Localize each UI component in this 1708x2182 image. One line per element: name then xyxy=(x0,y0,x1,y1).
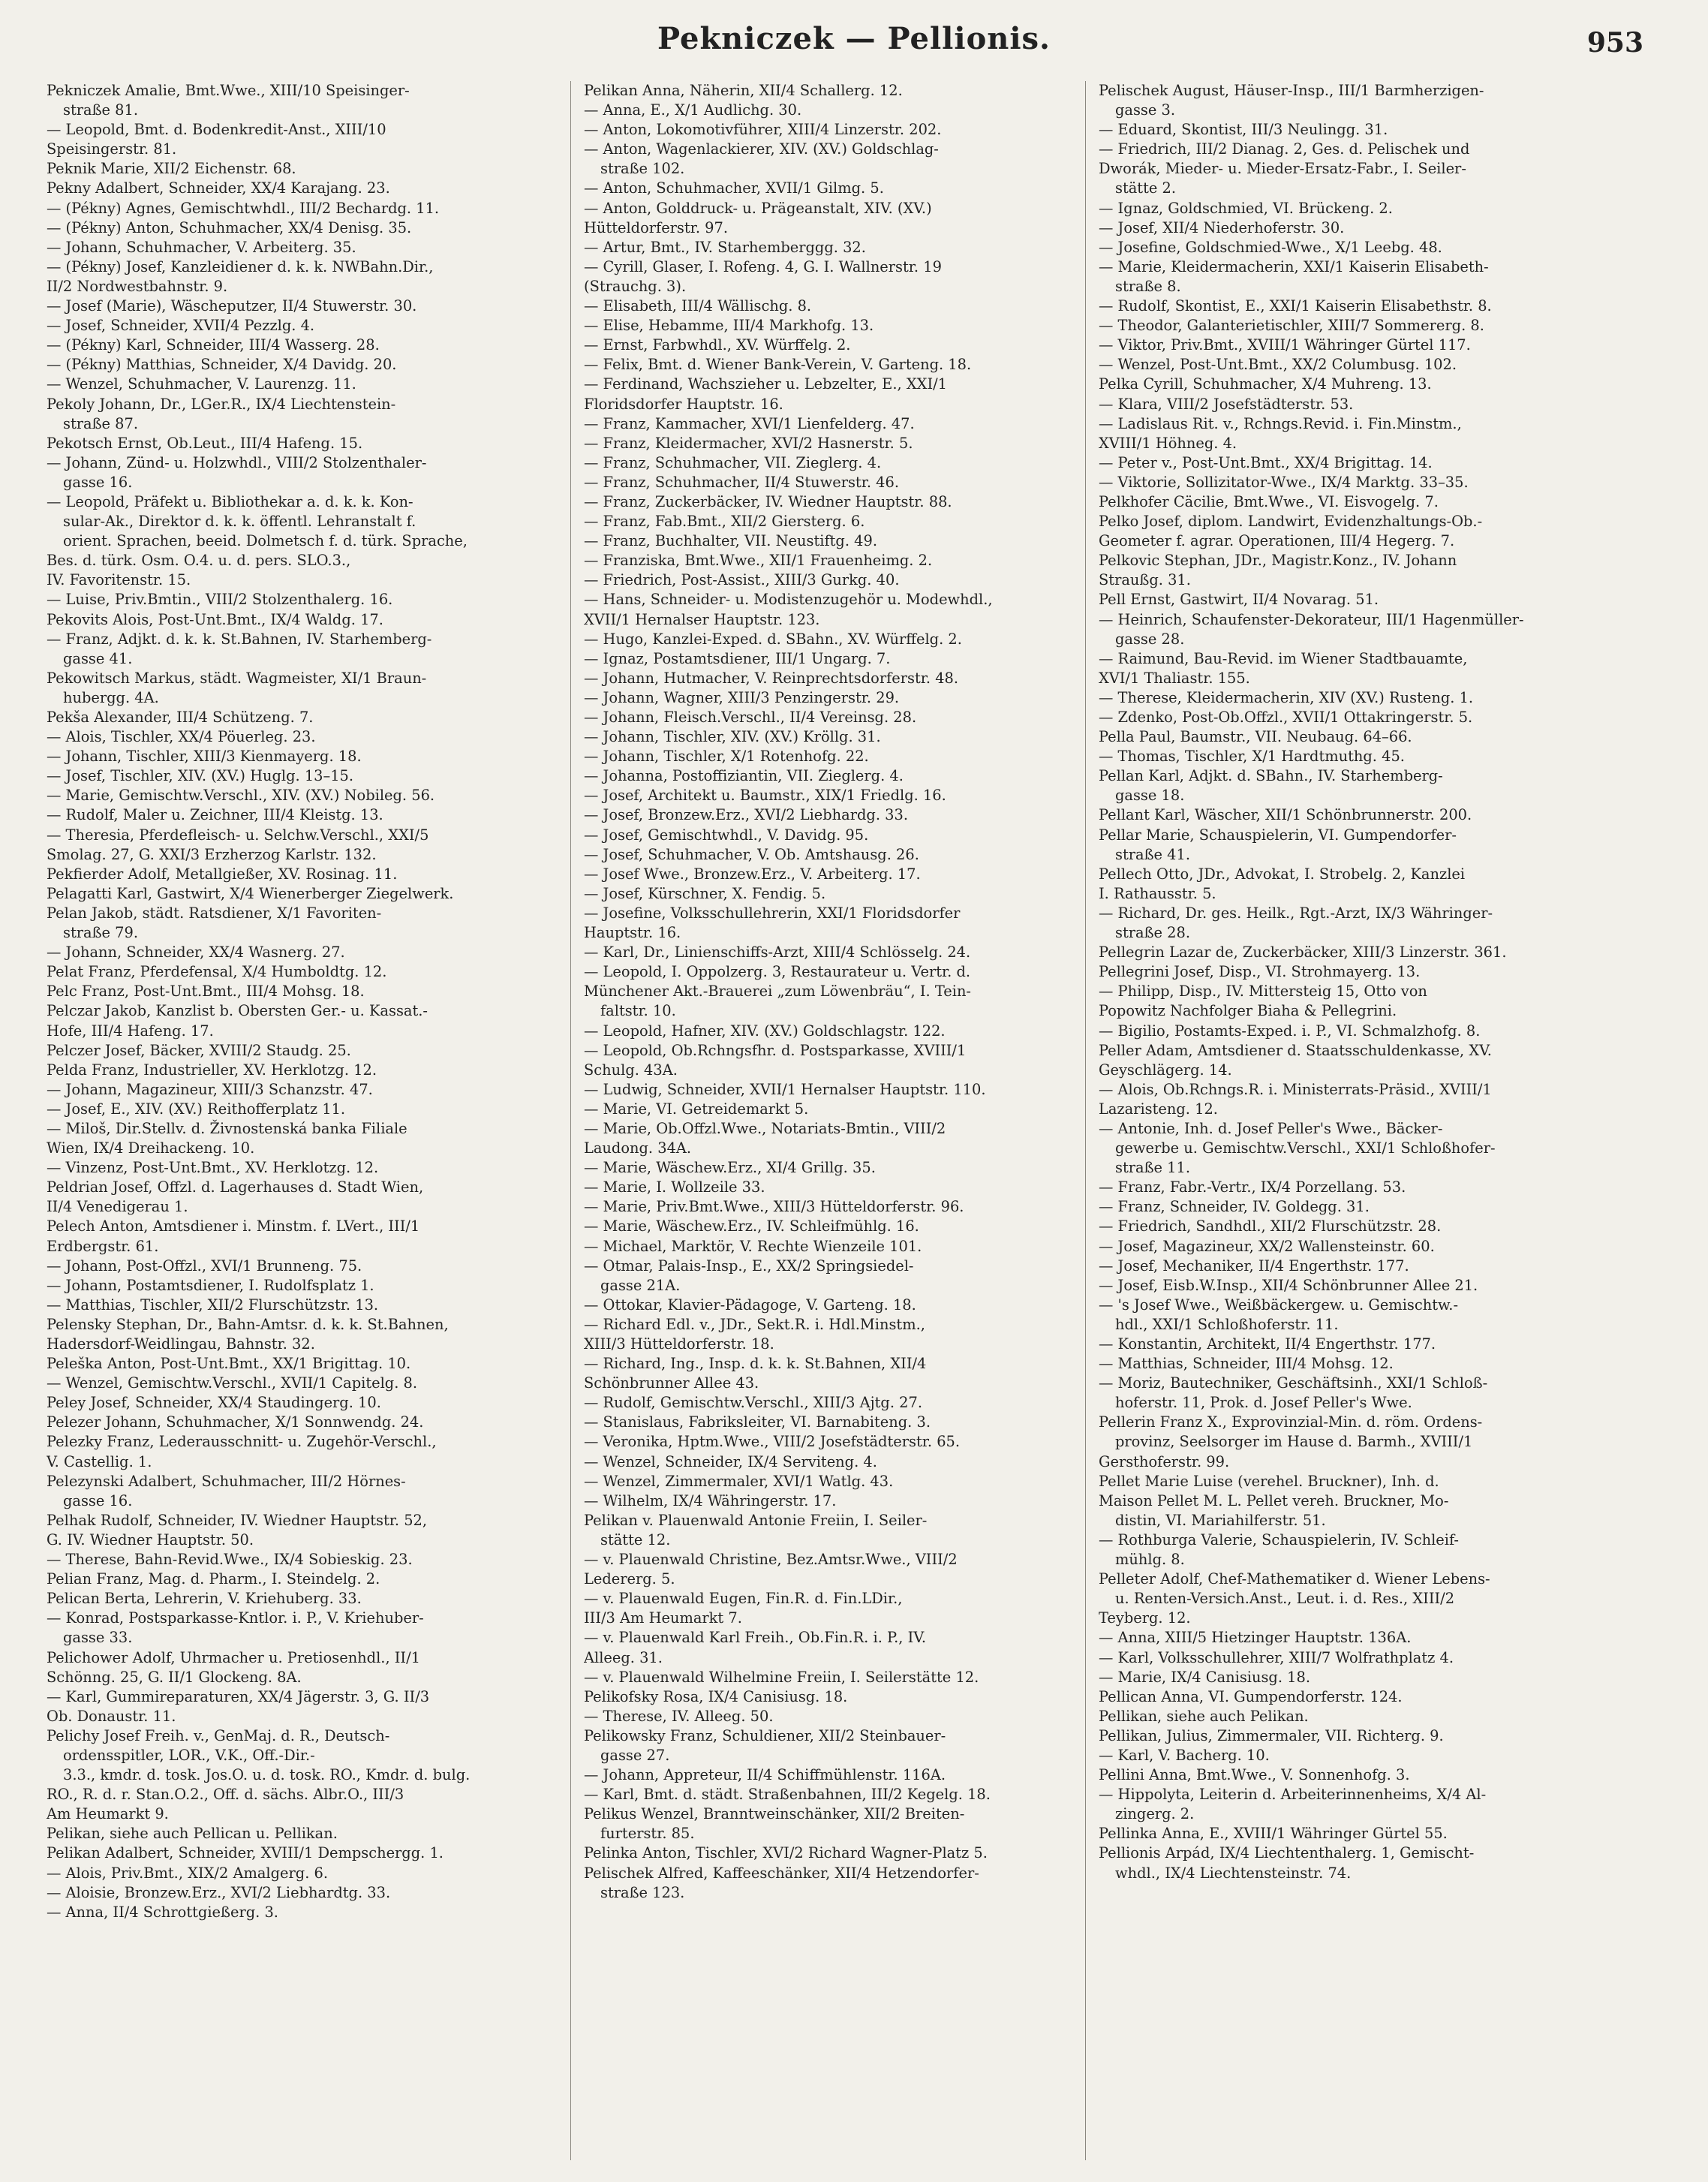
directory-line: — Franz, Adjkt. d. k. k. St.Bahnen, IV. Starhemberg- xyxy=(47,630,432,648)
directory-line: Pelan Jakob, städt. Ratsdiener, X/1 Favoriten- xyxy=(47,904,382,922)
directory-line: — (Pékny) Matthias, Schneider, X/4 Davidg. 20. xyxy=(47,356,397,374)
directory-line: — Viktor, Priv.Bmt., XVIII/1 Währinger Gürtel 117. xyxy=(1099,336,1471,354)
directory-line: — Marie, Wäschew.Erz., IV. Schleifmühlg. 16. xyxy=(584,1217,919,1235)
directory-line: Pellant Karl, Wäscher, XII/1 Schönbrunnerstr. 200. xyxy=(1099,806,1472,824)
directory-line: — Wenzel, Schneider, IX/4 Serviteng. 4. xyxy=(584,1452,877,1470)
directory-line: — Aloisie, Bronzew.Erz., XVI/2 Liebhardtg. 33. xyxy=(47,1883,391,1901)
directory-line: Pekovits Alois, Post-Unt.Bmt., IX/4 Waldg. 17. xyxy=(47,610,383,628)
directory-line: — Anton, Golddruck- u. Prägeanstalt, XIV. (XV.) xyxy=(584,199,932,217)
directory-line: Pellan Karl, Adjkt. d. SBahn., IV. Starhemberg- xyxy=(1099,767,1443,785)
directory-line: — 's Josef Wwe., Weißbäckergew. u. Gemischtw.- xyxy=(1099,1296,1458,1314)
directory-line: — Josef, Architekt u. Baumstr., XIX/1 Friedlg. 16. xyxy=(584,787,946,805)
directory-line: V. Castellig. 1. xyxy=(47,1452,152,1470)
directory-line: Lazaristeng. 12. xyxy=(1099,1100,1218,1118)
directory-line: sular-Ak., Direktor d. k. k. öffentl. Lehranstalt f. xyxy=(63,513,416,531)
directory-line: — Marie, IX/4 Canisiusg. 18. xyxy=(1099,1668,1310,1686)
directory-line: hubergg. 4A. xyxy=(63,688,159,706)
directory-line: — Josef, Eisb.W.Insp., XII/4 Schönbrunner Allee 21. xyxy=(1099,1276,1478,1294)
directory-line: — v. Plauenwald Wilhelmine Freiin, I. Seilerstätte 12. xyxy=(584,1668,979,1686)
directory-line: — Josef, Tischler, XIV. (XV.) Huglg. 13–15. xyxy=(47,767,354,785)
directory-line: Popowitz Nachfolger Biaha & Pellegrini. xyxy=(1099,1002,1397,1020)
directory-line: — Franz, Schneider, IV. Goldegg. 31. xyxy=(1099,1198,1370,1216)
directory-line: stätte 2. xyxy=(1115,179,1177,197)
directory-line: mühlg. 8. xyxy=(1115,1551,1185,1569)
directory-line: — Johann, Fleisch.Verschl., II/4 Vereinsg. 28. xyxy=(584,709,917,726)
directory-line: RO., R. d. r. Stan.O.2., Off. d. sächs. Albr.O., III/3 xyxy=(47,1786,404,1804)
directory-line: Speisingerstr. 81. xyxy=(47,140,177,158)
directory-line: — Alois, Ob.Rchngs.R. i. Ministerrats-Präsid., XVIII/1 xyxy=(1099,1080,1492,1098)
directory-line: straße 79. xyxy=(63,924,139,942)
directory-line: Pelikan Adalbert, Schneider, XVIII/1 Dempschergg. 1. xyxy=(47,1844,444,1862)
directory-line: Münchener Akt.-Brauerei „zum Löwenbräu“, I. Tein- xyxy=(584,983,971,1001)
page-title: Pekniczek — Pellionis. xyxy=(657,21,1051,56)
directory-line: Gersthoferstr. 99. xyxy=(1099,1452,1230,1470)
directory-line: — Josef, Mechaniker, II/4 Engerthstr. 177. xyxy=(1099,1257,1409,1275)
directory-line: — Otmar, Palais-Insp., E., XX/2 Springsiedel- xyxy=(584,1257,914,1275)
directory-line: — v. Plauenwald Karl Freih., Ob.Fin.R. i. P., IV. xyxy=(584,1629,927,1647)
directory-line: Pell Ernst, Gastwirt, II/4 Novarag. 51. xyxy=(1099,591,1379,609)
column-right xyxy=(1099,81,1607,2160)
directory-line: — Josef (Marie), Wäscheputzer, II/4 Stuwerstr. 30. xyxy=(47,297,417,315)
directory-line: Pelikowsky Franz, Schuldiener, XII/2 Steinbauer- xyxy=(584,1726,946,1744)
directory-line: gasse 28. xyxy=(1115,630,1185,648)
directory-line: faltstr. 10. xyxy=(600,1002,676,1020)
directory-line: — Peter v., Post-Unt.Bmt., XX/4 Brigittag. 14. xyxy=(1099,453,1433,471)
directory-line: — Franz, Kammacher, XVI/1 Lienfelderg. 47. xyxy=(584,414,915,432)
directory-line: Pelikan, siehe auch Pellican u. Pellikan. xyxy=(47,1825,338,1843)
directory-line: orient. Sprachen, beeid. Dolmetsch f. d. türk. Sprache, xyxy=(63,532,468,550)
directory-line: — Wenzel, Gemischtw.Verschl., XVII/1 Capitelg. 8. xyxy=(47,1374,418,1392)
directory-line: whdl., IX/4 Liechtensteinstr. 74. xyxy=(1115,1864,1352,1882)
directory-line: — (Pékny) Anton, Schuhmacher, XX/4 Denisg. 35. xyxy=(47,218,412,236)
directory-line: — Ladislaus Rit. v., Rchngs.Revid. i. Fin.Minstm., xyxy=(1099,414,1462,432)
directory-line: — v. Plauenwald Christine, Bez.Amtsr.Wwe., VIII/2 xyxy=(584,1551,958,1569)
directory-line: — Marie, Gemischtw.Verschl., XIV. (XV.) Nobileg. 56. xyxy=(47,787,435,805)
directory-line: — Veronika, Hptm.Wwe., VIII/2 Josefstädterstr. 65. xyxy=(584,1433,961,1451)
directory-line: Pellionis Arpád, IX/4 Liechtenthalerg. 1, Gemischt- xyxy=(1099,1844,1475,1862)
directory-line: straße 81. xyxy=(63,101,139,119)
column-divider xyxy=(1085,81,1086,2160)
directory-line: — Marie, I. Wollzeile 33. xyxy=(584,1178,765,1196)
directory-line: Pekotsch Ernst, Ob.Leut., III/4 Hafeng. 15. xyxy=(47,434,363,452)
directory-line: — Elisabeth, III/4 Wällischg. 8. xyxy=(584,297,812,315)
directory-line: Pekowitsch Markus, städt. Wagmeister, XI/1 Braun- xyxy=(47,669,427,687)
directory-line: hdl., XXI/1 Schloßhoferstr. 11. xyxy=(1115,1315,1339,1333)
directory-line: — v. Plauenwald Eugen, Fin.R. d. Fin.LDir., xyxy=(584,1590,903,1608)
directory-line: — Rothburga Valerie, Schauspielerin, IV. Schleif- xyxy=(1099,1530,1459,1548)
directory-line: — Wenzel, Zimmermaler, XVI/1 Watlg. 43. xyxy=(584,1472,894,1490)
directory-line: — Stanislaus, Fabriksleiter, VI. Barnabiteng. 3. xyxy=(584,1413,931,1431)
directory-line: — Ignaz, Postamtsdiener, III/1 Ungarg. 7. xyxy=(584,649,891,667)
directory-line: — Anna, II/4 Schrottgießerg. 3. xyxy=(47,1903,278,1921)
directory-line: straße 11. xyxy=(1115,1159,1191,1177)
directory-line: — Elise, Hebamme, III/4 Markhofg. 13. xyxy=(584,317,874,335)
directory-line: — Ludwig, Schneider, XVII/1 Hernalser Hauptstr. 110. xyxy=(584,1080,986,1098)
directory-line: straße 8. xyxy=(1115,277,1181,295)
directory-line: Pellikan, siehe auch Pelikan. xyxy=(1099,1707,1309,1725)
directory-line: — Johann, Tischler, XIII/3 Kienmayerg. 18. xyxy=(47,748,362,766)
directory-line: Peller Adam, Amtsdiener d. Staatsschuldenkasse, XV. xyxy=(1099,1041,1492,1059)
directory-line: — Richard Edl. v., JDr., Sekt.R. i. Hdl.Minstm., xyxy=(584,1315,925,1333)
directory-line: — Thomas, Tischler, X/1 Hardtmuthg. 45. xyxy=(1099,748,1405,766)
directory-line: IV. Favoritenstr. 15. xyxy=(47,571,191,589)
directory-line: — Franziska, Bmt.Wwe., XII/1 Frauenheimg. 2. xyxy=(584,552,933,570)
directory-line: Pellet Marie Luise (verehel. Bruckner), Inh. d. xyxy=(1099,1472,1439,1490)
directory-line: Schönbrunner Allee 43. xyxy=(584,1374,759,1392)
directory-line: Pellerin Franz X., Exprovinzial-Min. d. röm. Ordens- xyxy=(1099,1413,1483,1431)
directory-line: Floridsdorfer Hauptstr. 16. xyxy=(584,395,783,413)
column-left xyxy=(47,81,555,2160)
directory-line: gasse 18. xyxy=(1115,787,1185,805)
directory-line: — Therese, Kleidermacherin, XIV (XV.) Rusteng. 1. xyxy=(1099,688,1474,706)
directory-line: — Hans, Schneider- u. Modistenzugehör u. Modewhdl., xyxy=(584,591,993,609)
directory-line: gasse 33. xyxy=(63,1629,133,1647)
directory-line: — Hippolyta, Leiterin d. Arbeiterinnenheims, X/4 Al- xyxy=(1099,1786,1487,1804)
directory-line: — Josef, Kürschner, X. Fendig. 5. xyxy=(584,884,826,902)
directory-line: Maison Pellet M. L. Pellet vereh. Bruckner, Mo- xyxy=(1099,1491,1449,1509)
directory-line: — Johanna, Postoffiziantin, VII. Zieglerg. 4. xyxy=(584,767,904,785)
directory-line: — Josef, Magazineur, XX/2 Wallensteinstr. 60. xyxy=(1099,1237,1435,1255)
directory-line: XVII/1 Hernalser Hauptstr. 123. xyxy=(584,610,820,628)
directory-line: II/2 Nordwestbahnstr. 9. xyxy=(47,277,228,295)
page-header xyxy=(0,21,1708,81)
directory-line: Geometer f. agrar. Operationen, III/4 Hegerg. 7. xyxy=(1099,532,1455,550)
directory-line: furterstr. 85. xyxy=(600,1825,695,1843)
directory-line: Pelichy Josef Freih. v., GenMaj. d. R., Deutsch- xyxy=(47,1726,390,1744)
directory-line: — Wilhelm, IX/4 Währingerstr. 17. xyxy=(584,1491,837,1509)
directory-line: — Theodor, Galanterietischler, XIII/7 Sommererg. 8. xyxy=(1099,317,1484,335)
directory-line: Pelkhofer Cäcilie, Bmt.Wwe., VI. Eisvogelg. 7. xyxy=(1099,492,1439,510)
directory-line: — Rudolf, Gemischtw.Verschl., XIII/3 Ajtg. 27. xyxy=(584,1394,923,1412)
directory-line: — Alois, Priv.Bmt., XIX/2 Amalgerg. 6. xyxy=(47,1864,329,1882)
directory-line: Pellikan, Julius, Zimmermaler, VII. Richterg. 9. xyxy=(1099,1726,1444,1744)
directory-line: — Felix, Bmt. d. Wiener Bank-Verein, V. Garteng. 18. xyxy=(584,356,972,374)
directory-line: — Marie, Priv.Bmt.Wwe., XIII/3 Hütteldorferstr. 96. xyxy=(584,1198,964,1216)
directory-line: — Leopold, Hafner, XIV. (XV.) Goldschlagstr. 122. xyxy=(584,1022,946,1040)
directory-line: Bes. d. türk. Osm. O.4. u. d. pers. SLO.3., xyxy=(47,552,351,570)
directory-line: — Leopold, I. Oppolzerg. 3, Restaurateur u. Vertr. d. xyxy=(584,963,971,981)
directory-line: — Anna, E., X/1 Audlichg. 30. xyxy=(584,101,802,119)
column-divider xyxy=(570,81,571,2160)
directory-line: Pelc Franz, Post-Unt.Bmt., III/4 Mohsg. 18. xyxy=(47,983,365,1001)
directory-line: straße 28. xyxy=(1115,924,1191,942)
directory-line: stätte 12. xyxy=(600,1530,671,1548)
directory-line: Peknik Marie, XII/2 Eichenstr. 68. xyxy=(47,160,296,178)
directory-line: Pelischek August, Häuser-Insp., III/1 Barmherzigen- xyxy=(1099,82,1484,99)
directory-line: Pellegrin Lazar de, Zuckerbäcker, XIII/3 Linzerstr. 361. xyxy=(1099,944,1507,962)
directory-line: Pekniczek Amalie, Bmt.Wwe., XIII/10 Speisinger- xyxy=(47,82,410,99)
directory-line: distin, VI. Mariahilferstr. 51. xyxy=(1115,1511,1326,1529)
directory-line: — Marie, Wäschew.Erz., XI/4 Grillg. 35. xyxy=(584,1159,876,1177)
directory-line: — Richard, Ing., Insp. d. k. k. St.Bahnen, XII/4 xyxy=(584,1355,927,1373)
directory-line: (Strauchg. 3). xyxy=(584,277,687,295)
directory-line: — Viktorie, Sollizitator-Wwe., IX/4 Marktg. 33–35. xyxy=(1099,473,1469,491)
directory-line: straße 123. xyxy=(600,1883,685,1901)
directory-line: — Franz, Fabr.-Vertr., IX/4 Porzellang. 53. xyxy=(1099,1178,1406,1196)
directory-line: — Johann, Wagner, XIII/3 Penzingerstr. 29. xyxy=(584,688,900,706)
directory-line: — Rudolf, Maler u. Zeichner, III/4 Kleistg. 13. xyxy=(47,806,383,824)
directory-line: — Cyrill, Glaser, I. Rofeng. 4, G. I. Wallnerstr. 19 xyxy=(584,257,942,275)
directory-line: Pelensky Stephan, Dr., Bahn-Amtsr. d. k. k. St.Bahnen, xyxy=(47,1315,449,1333)
directory-line: — Marie, Ob.Offzl.Wwe., Notariats-Bmtin., VIII/2 xyxy=(584,1119,946,1137)
directory-line: III/3 Am Heumarkt 7. xyxy=(584,1609,742,1627)
directory-line: Pekfierder Adolf, Metallgießer, XV. Rosinag. 11. xyxy=(47,865,398,883)
directory-line: — Rudolf, Skontist, E., XXI/1 Kaiserin Elisabethstr. 8. xyxy=(1099,297,1492,315)
directory-line: straße 87. xyxy=(63,414,139,432)
directory-line: Pelleter Adolf, Chef-Mathematiker d. Wiener Lebens- xyxy=(1099,1570,1490,1588)
directory-line: II/4 Venedigerau 1. xyxy=(47,1198,188,1216)
directory-line: Pellican Anna, VI. Gumpendorferstr. 124. xyxy=(1099,1687,1403,1705)
directory-line: — Miloš, Dir.Stellv. d. Živnostenská banka Filiale xyxy=(47,1119,407,1137)
directory-line: Hütteldorferstr. 97. xyxy=(584,218,728,236)
directory-line: Pelat Franz, Pferdefensal, X/4 Humboldtg. 12. xyxy=(47,963,387,981)
directory-line: — Johann, Zünd- u. Holzwhdl., VIII/2 Stolzenthaler- xyxy=(47,453,427,471)
directory-line: — Josef, Schneider, XVII/4 Pezzlg. 4. xyxy=(47,317,315,335)
directory-line: Ob. Donaustr. 11. xyxy=(47,1707,176,1725)
directory-line: gasse 27. xyxy=(600,1746,670,1764)
directory-line: Ledererg. 5. xyxy=(584,1570,675,1588)
directory-line: — Wenzel, Post-Unt.Bmt., XX/2 Columbusg. 102. xyxy=(1099,356,1457,374)
directory-line: Hofe, III/4 Hafeng. 17. xyxy=(47,1022,214,1040)
directory-line: — Marie, VI. Getreidemarkt 5. xyxy=(584,1100,809,1118)
directory-line: Smolag. 27, G. XXI/3 Erzherzog Karlstr. 132. xyxy=(47,845,377,863)
directory-line: — Josef, Schuhmacher, V. Ob. Amtshausg. 26. xyxy=(584,845,919,863)
directory-line: Pellinka Anna, E., XVIII/1 Währinger Gürtel 55. xyxy=(1099,1825,1448,1843)
directory-line: zingerg. 2. xyxy=(1115,1805,1195,1823)
directory-line: — Johann, Appreteur, II/4 Schiffmühlenstr. 116A. xyxy=(584,1766,946,1784)
directory-line: Schulg. 43A. xyxy=(584,1061,678,1079)
directory-line: Pekoly Johann, Dr., LGer.R., IX/4 Liechtenstein- xyxy=(47,395,396,413)
directory-line: — Konrad, Postsparkasse-Kntlor. i. P., V. Kriehuber- xyxy=(47,1609,424,1627)
directory-line: — Konstantin, Architekt, II/4 Engerthstr. 177. xyxy=(1099,1335,1436,1353)
directory-line: ordensspitler, LOR., V.K., Off.-Dir.- xyxy=(63,1746,315,1764)
directory-line: straße 41. xyxy=(1115,845,1191,863)
directory-line: gewerbe u. Gemischtw.Verschl., XXI/1 Schloßhofer- xyxy=(1115,1139,1496,1157)
directory-line: I. Rathausstr. 5. xyxy=(1099,884,1216,902)
directory-line: G. IV. Wiedner Hauptstr. 50. xyxy=(47,1530,254,1548)
directory-line: Pelka Cyrill, Schuhmacher, X/4 Muhreng. 13. xyxy=(1099,375,1432,393)
directory-line: — Josef, XII/4 Niederhoferstr. 30. xyxy=(1099,218,1345,236)
directory-line: — Ignaz, Goldschmied, VI. Brückeng. 2. xyxy=(1099,199,1393,217)
directory-line: 3.3., kmdr. d. tosk. Jos.O. u. d. tosk. RO., Kmdr. d. bulg. xyxy=(63,1766,471,1784)
directory-line: — Vinzenz, Post-Unt.Bmt., XV. Herklotzg. 12. xyxy=(47,1159,379,1177)
directory-line: provinz, Seelsorger im Hause d. Barmh., XVIII/1 xyxy=(1115,1433,1473,1451)
directory-line: — Moriz, Bautechniker, Geschäftsinh., XXI/1 Schloß- xyxy=(1099,1374,1488,1392)
directory-line: — Hugo, Kanzlei-Exped. d. SBahn., XV. Würffelg. 2. xyxy=(584,630,962,648)
directory-line: Pelkovic Stephan, JDr., Magistr.Konz., IV. Johann xyxy=(1099,552,1457,570)
directory-line: Laudong. 34A. xyxy=(584,1139,692,1157)
directory-line: — Josefine, Volksschullehrerin, XXI/1 Floridsdorfer xyxy=(584,904,961,922)
directory-line: — Zdenko, Post-Ob.Offzl., XVII/1 Ottakringerstr. 5. xyxy=(1099,709,1473,726)
directory-line: — Karl, Volksschullehrer, XIII/7 Wolfrathplatz 4. xyxy=(1099,1648,1454,1666)
directory-line: — Anton, Schuhmacher, XVII/1 Gilmg. 5. xyxy=(584,179,884,197)
directory-line: — Johann, Tischler, XIV. (XV.) Kröllg. 31. xyxy=(584,728,881,746)
directory-line: Am Heumarkt 9. xyxy=(47,1805,169,1823)
directory-line: — Karl, Bmt. d. städt. Straßenbahnen, III/2 Kegelg. 18. xyxy=(584,1786,991,1804)
directory-line: — Friedrich, III/2 Dianag. 2, Ges. d. Pelischek und xyxy=(1099,140,1470,158)
directory-line: Pella Paul, Baumstr., VII. Neubaug. 64–66. xyxy=(1099,728,1412,746)
directory-line: Pekny Adalbert, Schneider, XX/4 Karajang. 23. xyxy=(47,179,390,197)
directory-line: — Artur, Bmt., IV. Starhemberggg. 32. xyxy=(584,238,866,256)
directory-line: — Therese, IV. Alleeg. 50. xyxy=(584,1707,774,1725)
directory-line: — Ernst, Farbwhdl., XV. Würffelg. 2. xyxy=(584,336,851,354)
directory-line: — Philipp, Disp., IV. Mittersteig 15, Otto von xyxy=(1099,983,1427,1001)
directory-line: — Johann, Magazineur, XIII/3 Schanzstr. 47. xyxy=(47,1080,373,1098)
directory-line: — Johann, Tischler, X/1 Rotenhofg. 22. xyxy=(584,748,869,766)
directory-line: XVI/1 Thaliastr. 155. xyxy=(1099,669,1250,687)
directory-line: Pelikofsky Rosa, IX/4 Canisiusg. 18. xyxy=(584,1687,848,1705)
directory-line: Pellech Otto, JDr., Advokat, I. Strobelg. 2, Kanzlei xyxy=(1099,865,1466,883)
directory-line: Hadersdorf-Weidlingau, Bahnstr. 32. xyxy=(47,1335,315,1353)
directory-line: gasse 41. xyxy=(63,649,133,667)
directory-line: Pelczer Josef, Bäcker, XVIII/2 Staudg. 25. xyxy=(47,1041,351,1059)
directory-line: Pelech Anton, Amtsdiener i. Minstm. f. LVert., III/1 xyxy=(47,1217,420,1235)
directory-line: straße 102. xyxy=(600,160,685,178)
directory-line: — Matthias, Tischler, XII/2 Flurschützstr. 13. xyxy=(47,1296,379,1314)
directory-line: Pelko Josef, diplom. Landwirt, Evidenzhaltungs-Ob.- xyxy=(1099,513,1483,531)
directory-line: — (Pékny) Agnes, Gemischtwhdl., III/2 Bechardg. 11. xyxy=(47,199,440,217)
directory-line: — Bigilio, Postamts-Exped. i. P., VI. Schmalzhofg. 8. xyxy=(1099,1022,1481,1040)
directory-line: — Anton, Lokomotivführer, XIII/4 Linzerstr. 202. xyxy=(584,121,942,139)
directory-line: Dworák, Mieder- u. Mieder-Ersatz-Fabr., I. Seiler- xyxy=(1099,160,1466,178)
directory-line: — Franz, Zuckerbäcker, IV. Wiedner Hauptstr. 88. xyxy=(584,492,952,510)
directory-line: Pelischek Alfred, Kaffeeschänker, XII/4 Hetzendorfer- xyxy=(584,1864,979,1882)
directory-line: Pelikan v. Plauenwald Antonie Freiin, I. Seiler- xyxy=(584,1511,928,1529)
directory-line: — Alois, Tischler, XX/4 Pöuerleg. 23. xyxy=(47,728,316,746)
directory-line: Alleeg. 31. xyxy=(584,1648,663,1666)
directory-line: Pelhak Rudolf, Schneider, IV. Wiedner Hauptstr. 52, xyxy=(47,1511,428,1529)
directory-line: Peley Josef, Schneider, XX/4 Staudingerg. 10. xyxy=(47,1394,381,1412)
directory-line: Peleška Anton, Post-Unt.Bmt., XX/1 Brigittag. 10. xyxy=(47,1355,411,1373)
directory-line: Pelinka Anton, Tischler, XVI/2 Richard Wagner-Platz 5. xyxy=(584,1844,988,1862)
directory-line: Pelikus Wenzel, Branntweinschänker, XII/2 Breiten- xyxy=(584,1805,965,1823)
directory-line: Peldrian Josef, Offzl. d. Lagerhauses d. Stadt Wien, xyxy=(47,1178,424,1196)
directory-line: — Friedrich, Sandhdl., XII/2 Flurschützstr. 28. xyxy=(1099,1217,1442,1235)
directory-line: — Johann, Hutmacher, V. Reinprechtsdorferstr. 48. xyxy=(584,669,959,687)
directory-line: hoferstr. 11, Prok. d. Josef Peller's Wwe. xyxy=(1115,1394,1412,1412)
directory-line: Pelian Franz, Mag. d. Pharm., I. Steindelg. 2. xyxy=(47,1570,380,1588)
directory-line: — Friedrich, Post-Assist., XIII/3 Gurkg. 40. xyxy=(584,571,900,589)
column-middle xyxy=(584,81,1093,2160)
directory-line: gasse 21A. xyxy=(600,1276,681,1294)
directory-line: — Theresia, Pferdefleisch- u. Selchw.Verschl., XXI/5 xyxy=(47,826,429,844)
directory-line: Hauptstr. 16. xyxy=(584,924,681,942)
directory-line: — Leopold, Präfekt u. Bibliothekar a. d. k. k. Kon- xyxy=(47,492,413,510)
directory-line: u. Renten-Versich.Anst., Leut. i. d. Res., XIII/2 xyxy=(1115,1590,1455,1608)
directory-line: Teyberg. 12. xyxy=(1099,1609,1191,1627)
directory-line: Schönng. 25, G. II/1 Glockeng. 8A. xyxy=(47,1668,302,1686)
directory-line: — Leopold, Ob.Rchngsfhr. d. Postsparkasse, XVIII/1 xyxy=(584,1041,967,1059)
directory-line: — Ferdinand, Wachszieher u. Lebzelter, E., XXI/1 xyxy=(584,375,947,393)
directory-line: — Josef Wwe., Bronzew.Erz., V. Arbeiterg. 17. xyxy=(584,865,921,883)
directory-line: — Johann, Postamtsdiener, I. Rudolfsplatz 1. xyxy=(47,1276,374,1294)
directory-line: Wien, IX/4 Dreihackeng. 10. xyxy=(47,1139,255,1157)
directory-line: — Josef, Gemischtwhdl., V. Davidg. 95. xyxy=(584,826,869,844)
directory-line: Straußg. 31. xyxy=(1099,571,1191,589)
directory-line: Pelezer Johann, Schuhmacher, X/1 Sonnwendg. 24. xyxy=(47,1413,424,1431)
directory-line: — Michael, Marktör, V. Rechte Wienzeile 101. xyxy=(584,1237,922,1255)
directory-line: — Franz, Fab.Bmt., XII/2 Giersterg. 6. xyxy=(584,513,865,531)
directory-line: — Franz, Schuhmacher, VII. Zieglerg. 4. xyxy=(584,453,882,471)
directory-line: Pelezky Franz, Lederausschnitt- u. Zugehör-Verschl., xyxy=(47,1433,437,1451)
directory-line: — Wenzel, Schuhmacher, V. Laurenzg. 11. xyxy=(47,375,356,393)
directory-line: — Anton, Wagenlackierer, XIV. (XV.) Goldschlag- xyxy=(584,140,939,158)
directory-line: XIII/3 Hütteldorferstr. 18. xyxy=(584,1335,774,1353)
directory-line: — Josef, Bronzew.Erz., XVI/2 Liebhardg. 33. xyxy=(584,806,908,824)
directory-line: gasse 3. xyxy=(1115,101,1176,119)
directory-line: Erdbergstr. 61. xyxy=(47,1237,159,1255)
page-number: 953 xyxy=(1586,27,1643,59)
directory-line: — Klara, VIII/2 Josefstädterstr. 53. xyxy=(1099,395,1354,413)
directory-line: — Johann, Post-Offzl., XVI/1 Brunneng. 75. xyxy=(47,1257,362,1275)
directory-line: — Karl, Gummireparaturen, XX/4 Jägerstr. 3, G. II/3 xyxy=(47,1687,430,1705)
directory-line: Pellar Marie, Schauspielerin, VI. Gumpendorfer- xyxy=(1099,826,1457,844)
directory-line: — Ottokar, Klavier-Pädagoge, V. Garteng. 18. xyxy=(584,1296,916,1314)
directory-line: — Eduard, Skontist, III/3 Neulingg. 31. xyxy=(1099,121,1388,139)
directory-line: — Johann, Schuhmacher, V. Arbeiterg. 35. xyxy=(47,238,356,256)
directory-line: — Josefine, Goldschmied-Wwe., X/1 Leebg. 48. xyxy=(1099,238,1442,256)
directory-line: — Josef, E., XIV. (XV.) Reithofferplatz 11. xyxy=(47,1100,346,1118)
directory-line: — Leopold, Bmt. d. Bodenkredit-Anst., XIII/10 xyxy=(47,121,386,139)
directory-line: — Johann, Schneider, XX/4 Wasnerg. 27. xyxy=(47,944,345,962)
directory-line: — Therese, Bahn-Revid.Wwe., IX/4 Sobieskig. 23. xyxy=(47,1551,413,1569)
directory-line: Geyschlägerg. 14. xyxy=(1099,1061,1232,1079)
directory-line: — Franz, Kleidermacher, XVI/2 Hasnerstr. 5. xyxy=(584,434,913,452)
directory-line: — Franz, Buchhalter, VII. Neustiftg. 49. xyxy=(584,532,878,550)
directory-line: Pellegrini Josef, Disp., VI. Strohmayerg. 13. xyxy=(1099,963,1421,981)
directory-line: — (Pékny) Karl, Schneider, III/4 Wasserg. 28. xyxy=(47,336,380,354)
directory-line: Pelikan Anna, Näherin, XII/4 Schallerg. 12. xyxy=(584,82,903,99)
directory-line: — Luise, Priv.Bmtin., VIII/2 Stolzenthalerg. 16. xyxy=(47,591,393,609)
directory-line: — Raimund, Bau-Revid. im Wiener Stadtbauamte, xyxy=(1099,649,1468,667)
directory-line: — Heinrich, Schaufenster-Dekorateur, III/1 Hagenmüller- xyxy=(1099,610,1524,628)
directory-line: gasse 16. xyxy=(63,473,133,491)
directory-line: XVIII/1 Höhneg. 4. xyxy=(1099,434,1237,452)
directory-line: — (Pékny) Josef, Kanzleidiener d. k. k. NWBahn.Dir., xyxy=(47,257,434,275)
directory-line: Pelichower Adolf, Uhrmacher u. Pretiosenhdl., II/1 xyxy=(47,1648,420,1666)
directory-line: — Matthias, Schneider, III/4 Mohsg. 12. xyxy=(1099,1355,1394,1373)
directory-line: Pelagatti Karl, Gastwirt, X/4 Wienerberger Ziegelwerk. xyxy=(47,884,454,902)
directory-line: gasse 16. xyxy=(63,1491,133,1509)
directory-line: — Marie, Kleidermacherin, XXI/1 Kaiserin Elisabeth- xyxy=(1099,257,1489,275)
directory-line: Pelican Berta, Lehrerin, V. Kriehuberg. 33. xyxy=(47,1590,362,1608)
directory-line: Pellini Anna, Bmt.Wwe., V. Sonnenhofg. 3. xyxy=(1099,1766,1410,1784)
directory-line: Pekša Alexander, III/4 Schützeng. 7. xyxy=(47,709,314,726)
directory-line: — Richard, Dr. ges. Heilk., Rgt.-Arzt, IX/3 Währinger- xyxy=(1099,904,1493,922)
directory-line: Pelczar Jakob, Kanzlist b. Obersten Ger.- u. Kassat.- xyxy=(47,1002,428,1020)
directory-line: — Karl, Dr., Linienschiffs-Arzt, XIII/4 Schlösselg. 24. xyxy=(584,944,971,962)
directory-line: — Karl, V. Bacherg. 10. xyxy=(1099,1746,1270,1764)
directory-line: — Anna, XIII/5 Hietzinger Hauptstr. 136A. xyxy=(1099,1629,1412,1647)
directory-line: Pelda Franz, Industrieller, XV. Herklotzg. 12. xyxy=(47,1061,377,1079)
directory-line: — Antonie, Inh. d. Josef Peller's Wwe., Bäcker- xyxy=(1099,1119,1443,1137)
directory-line: — Franz, Schuhmacher, II/4 Stuwerstr. 46. xyxy=(584,473,900,491)
directory-line: Pelezynski Adalbert, Schuhmacher, III/2 Hörnes- xyxy=(47,1472,406,1490)
